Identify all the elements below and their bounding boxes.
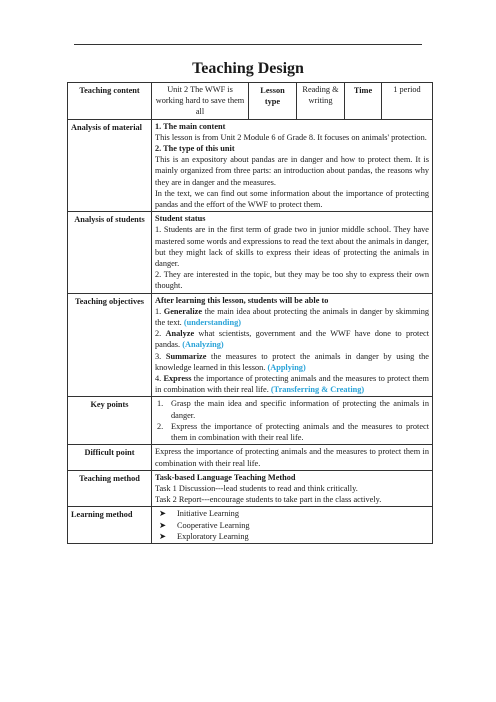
objective-text: the importance of protecting animals and the measures to protect them in combination with their real life. — [155, 374, 429, 395]
objective-level: (Applying) — [267, 362, 306, 372]
objective-text: the main idea about protecting the animals in danger by skimming the text. — [155, 306, 430, 328]
table-row — [68, 507, 433, 544]
arrow-bullet-icon: ➤ — [159, 531, 166, 541]
material-heading-1: 1. The main content — [155, 121, 226, 131]
teaching-content-value: Unit 2 The WWF is working hard to save them all — [152, 83, 249, 120]
objectives-heading: After learning this lesson, students will be able to — [155, 295, 329, 305]
key-points-list — [155, 398, 429, 443]
objective-num: 2. — [155, 329, 162, 339]
learning-method-label: Learning method — [68, 507, 152, 544]
table-row — [68, 119, 433, 212]
objective-level: (Analyzing) — [182, 340, 224, 350]
objective-item — [155, 328, 429, 350]
material-heading-2: 2. The type of this unit — [155, 144, 235, 154]
table-row — [68, 293, 433, 397]
objectives-label: Teaching objectives — [68, 293, 152, 397]
key-points-content — [152, 397, 433, 445]
objective-num: 1. — [155, 306, 162, 316]
objective-verb: Generalize — [163, 306, 203, 316]
time-label: Time — [345, 83, 382, 120]
teaching-method-label: Teaching method — [68, 470, 152, 507]
teaching-method-heading: Task-based Language Teaching Method — [155, 472, 296, 482]
students-label: Analysis of students — [68, 212, 152, 293]
difficult-point-label: Difficult point — [68, 445, 152, 470]
students-para-1: 1. Students are in the first term of grade two in junior middle school. They have mastered some words and expressions to read the text about the animals in danger, but they might lack of skills to express their ideas of protecting the animals in danger. — [155, 225, 429, 269]
material-label-text: Analysis of material — [71, 122, 142, 132]
teaching-method-task-1: Task 1 Discussion---lead students to read and think critically. — [155, 483, 358, 493]
key-point-num: 1. — [157, 399, 164, 409]
teaching-method-task-2: Task 2 Report---encourage students to take part in the class actively. — [155, 495, 382, 505]
list-item — [155, 421, 429, 443]
table-row — [68, 470, 433, 507]
arrow-bullet-icon: ➤ — [159, 509, 166, 519]
learning-method-list — [155, 508, 429, 542]
objective-level: (understanding) — [183, 318, 241, 328]
objectives-content — [152, 293, 433, 397]
key-point-num: 2. — [157, 421, 164, 431]
lesson-type-value: Reading & writing — [297, 83, 345, 120]
difficult-point-content: Express the importance of protecting animals and the measures to protect them in combination with their real life. — [152, 445, 433, 470]
table-row — [68, 212, 433, 293]
key-points-label: Key points — [68, 397, 152, 445]
list-item — [155, 531, 429, 542]
list-item — [155, 520, 429, 531]
objective-item — [155, 351, 429, 373]
key-point-text: Grasp the main idea and specific information of protecting the animals in danger. — [171, 399, 429, 420]
teaching-design-table — [67, 82, 433, 544]
material-para-1: This lesson is from Unit 2 Module 6 of Grade 8. It focuses on animals' protection. — [155, 132, 427, 142]
students-content — [152, 212, 433, 293]
learning-method-text: Initiative Learning — [177, 509, 239, 519]
teaching-method-content — [152, 470, 433, 507]
teaching-content-label: Teaching content — [68, 83, 152, 120]
key-point-text: Express the importance of protecting animals and the measures to protect them in combination with their real life. — [171, 421, 429, 443]
objective-num: 4. — [155, 374, 162, 384]
objective-text: what scientists, government and the WWF have done to protect pandas. — [155, 329, 429, 350]
arrow-bullet-icon: ➤ — [159, 520, 166, 530]
table-row — [68, 445, 433, 470]
learning-method-text: Cooperative Learning — [177, 520, 250, 530]
material-label — [68, 119, 152, 212]
page-title: Teaching Design — [192, 60, 304, 77]
table-row — [68, 83, 433, 120]
objective-verb: Analyze — [165, 329, 195, 339]
learning-method-content — [152, 507, 433, 544]
material-para-3: In the text, we can find out some information about the importance of protecting pandas and the effort of the WWF to protect them. — [155, 188, 429, 210]
objective-level: (Transferring & Creating) — [270, 385, 365, 395]
students-heading: Student status — [155, 214, 206, 224]
objective-verb: Summarize — [165, 351, 207, 361]
objective-item — [155, 373, 429, 395]
material-para-2: This is an expository about pandas are in danger and how to protect them. It is mainly organized from three parts: an introduction about pandas, the reasons why they are in danger and the measures. — [155, 155, 429, 187]
list-item — [155, 508, 429, 519]
header-rule — [74, 44, 422, 45]
list-item — [155, 398, 429, 420]
table-row — [68, 397, 433, 445]
material-content — [152, 119, 433, 212]
objective-item — [155, 306, 429, 328]
time-value: 1 period — [382, 83, 433, 120]
objective-text: the measures to protect the animals in danger by using the knowledge learned in this lesson. — [155, 351, 429, 372]
students-para-2: 2. They are interested in the topic, but they may be too shy to express their own thought. — [155, 270, 429, 291]
objective-verb: Express — [163, 374, 192, 384]
lesson-type-label: Lesson type — [249, 83, 297, 120]
learning-method-text: Exploratory Learning — [177, 531, 249, 541]
objective-num: 3. — [155, 351, 162, 361]
